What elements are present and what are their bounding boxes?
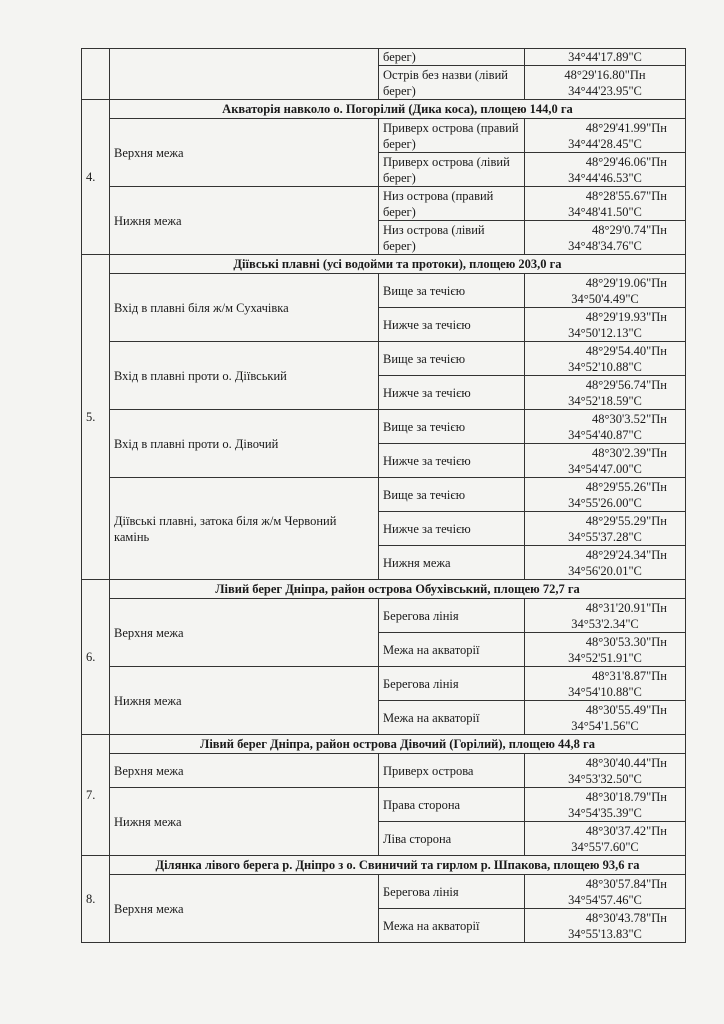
longitude: 34°52'10.88"С (568, 359, 642, 374)
point-name: Низ острова (лівий берег) (379, 221, 525, 255)
coord-cell (525, 599, 686, 633)
point-name: Нижче за течією (379, 308, 525, 342)
latitude: 48°29'55.29"Пн (585, 513, 667, 528)
longitude: 34°50'12.13"С (568, 325, 642, 340)
latitude: 48°30'2.39"Пн (592, 445, 667, 460)
table-row (82, 667, 686, 701)
longitude: 34°54'47.00"С (568, 461, 642, 476)
section-title: Ділянка лівого берега р. Дніпро з о. Свиничий та гирлом р. Шпакова, площею 93,6 га (110, 856, 686, 875)
table-row (82, 788, 686, 822)
point-name: Межа на акваторії (379, 633, 525, 667)
longitude: 34°48'34.76"С (568, 238, 642, 253)
coord-cell (525, 512, 686, 546)
group-label: Верхня межа (110, 754, 379, 788)
latitude: 48°29'54.40"Пн (585, 343, 667, 358)
group-label: Вхід в плавні проти о. Діївський (110, 342, 379, 410)
point-name: Нижня межа (379, 546, 525, 580)
longitude: 34°52'51.91"С (568, 650, 642, 665)
latitude: 48°31'8.87"Пн (592, 668, 667, 683)
table-row (82, 274, 686, 308)
latitude: 48°31'20.91"Пн (585, 600, 667, 615)
longitude: 34°53'2.34"С (571, 616, 639, 631)
point-name: Вище за течією (379, 478, 525, 512)
section-title: Акваторія навколо о. Погорілий (Дика коса), площею 144,0 га (110, 100, 686, 119)
latitude: 48°29'16.80"Пн (564, 67, 646, 82)
table-row (82, 342, 686, 376)
coord-cell (525, 546, 686, 580)
section-header-row (82, 856, 686, 875)
latitude: 34°44'17.89"С (568, 50, 642, 64)
latitude: 48°30'43.78"Пн (585, 910, 667, 925)
table-row (82, 187, 686, 221)
latitude: 48°30'40.44"Пн (585, 755, 667, 770)
coord-cell (525, 667, 686, 701)
group-cell (110, 49, 379, 100)
coord-cell (525, 875, 686, 909)
group-label: Нижня межа (110, 187, 379, 255)
number-cell (82, 49, 110, 100)
group-label: Нижня межа (110, 788, 379, 856)
longitude: 34°55'13.83"С (568, 926, 642, 941)
longitude: 34°55'7.60"С (571, 839, 639, 854)
point-name: Права сторона (379, 788, 525, 822)
latitude: 48°30'3.52"Пн (592, 411, 667, 426)
coord-cell (525, 701, 686, 735)
section-title: Лівий берег Дніпра, район острова Дівочий (Горілий), площею 44,8 га (110, 735, 686, 754)
latitude: 48°30'37.42"Пн (585, 823, 667, 838)
section-number: 6. (82, 580, 110, 735)
latitude: 48°30'57.84"Пн (585, 876, 667, 891)
point-name: Вище за течією (379, 274, 525, 308)
point-name: Нижче за течією (379, 512, 525, 546)
coord-cell (525, 444, 686, 478)
point-name: Приверх острова (379, 754, 525, 788)
longitude: 34°54'10.88"С (568, 684, 642, 699)
group-label: Верхня межа (110, 875, 379, 943)
point-name: Берегова лінія (379, 599, 525, 633)
coord-cell (525, 187, 686, 221)
group-label: Верхня межа (110, 119, 379, 187)
longitude: 34°50'4.49"С (571, 291, 639, 306)
latitude: 48°29'41.99"Пн (585, 120, 667, 135)
point-name: Берегова лінія (379, 875, 525, 909)
point-name: Приверх острова (лівий берег) (379, 153, 525, 187)
coord-cell (525, 788, 686, 822)
table-row (82, 410, 686, 444)
point-name: Ліва сторона (379, 822, 525, 856)
group-label: Нижня межа (110, 667, 379, 735)
coord-cell (525, 66, 686, 100)
latitude: 48°30'18.79"Пн (585, 789, 667, 804)
coord-cell (525, 221, 686, 255)
point-name: Приверх острова (правий берег) (379, 119, 525, 153)
longitude: 34°44'23.95"С (568, 83, 642, 98)
coord-cell (525, 410, 686, 444)
table-row (82, 49, 686, 66)
section-header-row (82, 255, 686, 274)
table-row (82, 599, 686, 633)
coord-cell (525, 274, 686, 308)
coord-cell (525, 376, 686, 410)
coord-cell (525, 342, 686, 376)
latitude: 48°28'55.67"Пн (585, 188, 667, 203)
section-number: 4. (82, 100, 110, 255)
section-header-row (82, 100, 686, 119)
latitude: 48°29'55.26"Пн (585, 479, 667, 494)
coord-cell (525, 478, 686, 512)
group-label: Вхід в плавні проти о. Дівочий (110, 410, 379, 478)
point-cell: Острів без назви (лівий берег) (379, 66, 525, 100)
longitude: 34°55'26.00"С (568, 495, 642, 510)
coord-cell (525, 119, 686, 153)
group-label: Діївські плавні, затока біля ж/м Червоний камінь (110, 478, 379, 580)
longitude: 34°48'41.50"С (568, 204, 642, 219)
point-name: Межа на акваторії (379, 909, 525, 943)
point-name: Нижче за течією (379, 444, 525, 478)
group-label: Верхня межа (110, 599, 379, 667)
latitude: 48°29'19.93"Пн (585, 309, 667, 324)
latitude: 48°29'46.06"Пн (585, 154, 667, 169)
coord-cell (525, 49, 686, 66)
group-label: Вхід в плавні біля ж/м Сухачівка (110, 274, 379, 342)
latitude: 48°29'56.74"Пн (585, 377, 667, 392)
latitude: 48°29'24.34"Пн (585, 547, 667, 562)
longitude: 34°55'37.28"С (568, 529, 642, 544)
longitude: 34°52'18.59"С (568, 393, 642, 408)
table-row (82, 119, 686, 153)
coordinates-table (81, 48, 686, 943)
table-row (82, 754, 686, 788)
longitude: 34°44'46.53"С (568, 170, 642, 185)
latitude: 48°29'19.06"Пн (585, 275, 667, 290)
section-title: Діївські плавні (усі водойми та протоки), площею 203,0 га (110, 255, 686, 274)
latitude: 48°30'55.49"Пн (585, 702, 667, 717)
section-number: 8. (82, 856, 110, 943)
latitude: 48°30'53.30"Пн (585, 634, 667, 649)
section-number: 5. (82, 255, 110, 580)
section-header-row (82, 735, 686, 754)
point-name: Низ острова (правий берег) (379, 187, 525, 221)
longitude: 34°54'40.87"С (568, 427, 642, 442)
longitude: 34°44'28.45"С (568, 136, 642, 151)
longitude: 34°54'1.56"С (571, 718, 639, 733)
point-name: Вище за течією (379, 342, 525, 376)
table-row (82, 875, 686, 909)
coord-cell (525, 153, 686, 187)
latitude: 48°29'0.74"Пн (592, 222, 667, 237)
coord-cell (525, 633, 686, 667)
point-name: Вище за течією (379, 410, 525, 444)
longitude: 34°56'20.01"С (568, 563, 642, 578)
longitude: 34°53'32.50"С (568, 771, 642, 786)
table-row (82, 478, 686, 512)
coord-cell (525, 822, 686, 856)
coord-cell (525, 754, 686, 788)
section-number: 7. (82, 735, 110, 856)
section-title: Лівий берег Дніпра, район острова Обухівський, площею 72,7 га (110, 580, 686, 599)
longitude: 34°54'35.39"С (568, 805, 642, 820)
longitude: 34°54'57.46"С (568, 892, 642, 907)
coord-cell (525, 308, 686, 342)
point-name: Берегова лінія (379, 667, 525, 701)
point-name: Нижче за течією (379, 376, 525, 410)
point-name: Межа на акваторії (379, 701, 525, 735)
coord-cell (525, 909, 686, 943)
point-cell: берег) (379, 49, 525, 66)
section-header-row (82, 580, 686, 599)
